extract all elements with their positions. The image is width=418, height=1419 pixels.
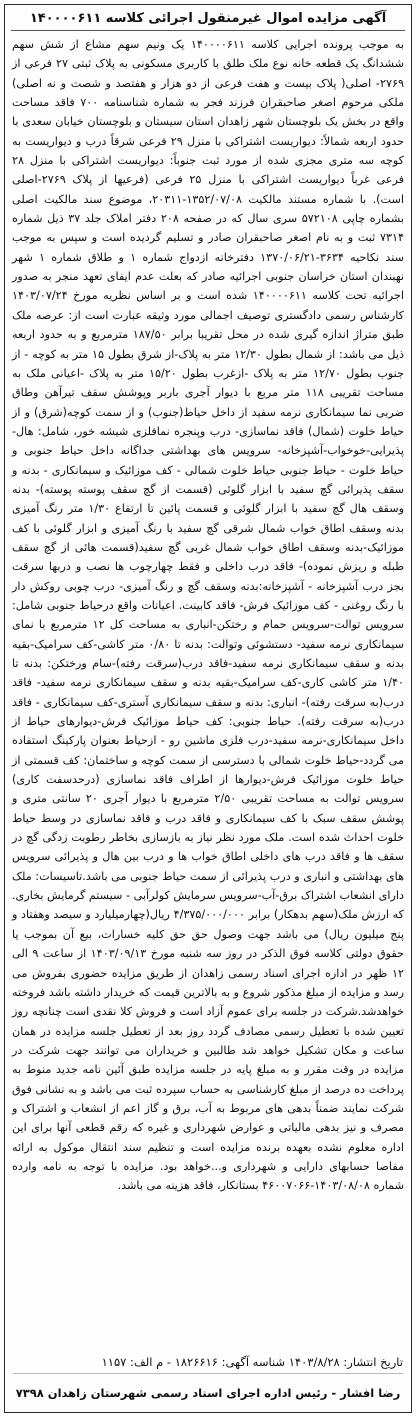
auction-notice	[4, 4, 412, 1413]
signature: رضا افشار - رئیس اداره اجرای اسناد رسمی شهرستان زاهدان ۷۳۹۸	[15, 1386, 401, 1400]
notice-title: آگهی مزایده اموال غیرمنقول اجرائی کلاسه ۱۴۰۰۰۰۶۱۱	[11, 8, 405, 31]
notice-body: به موجب پرونده اجرایی کلاسه ۱۴۰۰۰۰۶۱۱ یک ونیم سهم مشاع از شش سهم ششدانگ یک قطعه خانه نوع ملک طلق با کاربری مسکونی به پلاک ثبتی ۲۷ فرعی از ۲۷۶۹- اصلی( پلاک بیست و هفت فرعی از دو هزار و هفتصد و شصت و نه اصلی) ملکی مرحوم اصغر صاحبقران فرزند فجر به شماره شناسنامه ۷۰۰ فاقد مساحت واقع در بخش یک بلوچستان شهر زاهدان استان سیستان و بلوچستان خیابان سعدی با حدود اربعه شمالاً: دیواریست اشتراکی با منزل ۲۹ فرعی شرقاً درب و دیواریست به کوچه سه متری مجزی شده از مورد ثبت جنوباً: دیواریست اشتراکی با منزل ۲۸ فرعی غرباً دیواریست اشتراکی با منزل ۲۵ فرعی (فرعیها از پلاک ۲۷۶۹-اصلی است). با شماره مستند مالکیت ۱۳۵۲/۰۷/۰۸-۲۰۳۱۱، موضوع سند مالکیت اصلی بشماره چاپی ۵۷۲۱۰۸ سری سال که در صفحه ۲۰۸ دفتر املاک جلد ۳۷ ذیل شماره ۷۳۱۴ ثبت و به نام اصغر صاحبقران صادر و تسلیم گردیده است و سپس به موجب سند نکاحیه ۳۶۳۴-۱۳۷۰/۰۶/۲۱ دفترخانه ازدواج شماره ۱ و طلاق شماره ۱ شهر نهبندان استان خراسان جنوبی اجرائیه صادر که بعلت عدم ایفای تعهد منجر به صدور اجرائیه تحت کلاسه ۱۴۰۰۰۰۶۱۱ شده است و بر اساس نظریه مورخ ۱۴۰۳/۰۷/۲۴ کارشناس رسمی دادگستری توصیف اجمالی مورد وثیقه عبارت است از: عرصه ملک طبق متراژ اندازه گیری شده در محل تقریبا برابر ۱۸۷/۵۰ مترمربع و به حدود اربعه ذیل می باشد: از شمال بطول ۱۲/۳۰ متر به پلاک-از شرق بطول ۱۵ متر به کوچه - از جنوب بطول ۱۲/۷۰ متر به پلاک -ازغرب بطول ۱۵/۲۰ متر به پلاک -اعیانی ملک به مساحت تقریبی ۱۱۸ متر مربع با دیوار آجری باربر وپوشش سقف تیرآهن وطاق ضربی نما سیمانکاری نرمه سفید از داخل حیاط(جنوب) و از سمت کوچه(شرق) و از حیاط خلوت (شمال) فاقد نماسازی- درب وپنجره نمافلزی شیشه خور، شامل: هال-پذیرایی-خوخواب-آشپزخانه- سرویس های بهداشتی جداگانه داخل حیاط جنوبی و حیاط خلوت - حیاط جنوبی حیاط خلوت شمالی - کف موزائیک و سیمانکاری - بدنه و سقف پذیرائی گچ سفید با ابزار گلوئی (قسمت از گچ سقف پوسته پوسته)- بدنه وسقف هال گچ سفید با ابزار گلوئی و قسمت پائین تا ارتفاع ۱/۳۰ متر رنگ آمیزی بدنه وسقف اطاق خواب شمال شرقی گچ سفید با رنگ آمیزی و ابزار گلوئی با کف موزائیک-بدنه وسقف اطاق خواب شمال غربی گچ سفید(قسمت هائی از گچ سقف طبله و ریزش نموده)- فاقد درب داخلی و فقط چهارچوب ها نصب و دربها سرقت بجز درب آشپزخانه - آشپزخانه:بدنه وسقف گچ و رنگ آمیزی- درب چوبی روکش دار با رنگ روغنی - کف موزائیک فرش- فاقد کابینت. اعیانات واقع درحیاط جنوبی شامل: سرویس توالت-سرویس حمام و رختکن-انباری به مساحت کل ۱۲ مترمربع با نمای سیمانکاری نرمه سفید- دستشوئی وتوالت: بدنه تا ۰/۸۰ متر کاشی-کف سرامیک-بقیه بدنه و سقف سیمانکاری نرمه سفید-فاقد درب(سرقت رفته)-سام ورختکن: بدنه تا ۱/۴۰ متر کاشی کاری-کف سرامیک-بقیه بدنه و سقف سیمانکاری نرمه سفید- فاقد درب(به سرقت رفته)- انباری: بدنه و سقف سیمانکاری آستری-کف سیمانکاری - فاقد درب(به سرقت رفته). حیاط جنوبی: کف حیاط موزائیک فرش-دیوارهای حیاط از داخل سیمانکاری-نرمه سفید-درب فلزی ماشین رو - ازحیاط بعنوان پارکینگ استفاده می گردد-حیاط خلوت شمالی با دسترسی از سمت کوچه و ساختمان: کف قسمتی از حیاط خلوت موزائیک فرش-دیوارها از اطراف فاقد نماسازی (درحدسفت کاری) سرویس توالت به مساحت تقریبی ۲/۵۰ مترمربع با دیوار آجری ۲۰ سانتی متری و پوشش سقف سبک با کف سیمانکاری و فاقد درب و فاقد نماسازی در وسط حیاط خلوت احداث شده است. ملک مورد نظر نیاز به بازسازی بخاطر رطوبت زدگی گچ در سقف ها و فاقد درب های داخلی اطاق خواب ها و درب بین هال و پذیرائی سرویس های بهداشتی و انباری و درب پذیرائی از سمت حیاط جنوبی می باشد.تاسیسات: ملک دارای انشعاب اشتراک برق-آب-سرویس سرمایش کولرآبی - سیستم گرمایش بخاری. که ارزش ملک(سهم بدهکار) برابر ۴/۳۷۵/۰۰۰/۰۰۰ ریال(چهارمیلیارد و سیصد وهفتاد و پنج میلیون ریال) می باشد جهت وصول حق حق کلیه خسارات، بیع آن بموجب یا حقوق دولتی کلاسه فوق الذکر در روز سه شنبه مورخ ۱۴۰۳/۰۹/۱۳ از ساعت ۹ الی ۱۲ ظهر در اداره اجرای اسناد رسمی زاهدان از طریق مزایده حضوری بفروش می رسد و مزایده از مبلغ مذکور شروع و به بالاترین قیمت که خریدار داشته باشد فروخته خواهدشد.شرکت در جلسه برای عموم آزاد است و فروش کلا نقدی است چنانچه روز تعیین شده با تعطیل رسمی مصادف گردد روز بعد از تعطیل جلسه مزایده در همان ساعت و مکان تشکیل خواهد شد طالبین و خریداران می توانند جهت شرکت در مزایده در وقت مقرر و به مبلغ پایه در جلسه مزایده طبق آئین نامه جدید منوط به پرداخت ده درصد از مبلغ کارشناسی به حساب سپرده ثبت می باشد و به نشانی فوق شرکت نمایند ضمناً بدهی های مربوط به آب، برق و گاز اعم از انشعاب و اشتراک و مصرف و نیز بدهی مالیاتی و عوارض شهرداری و غیره که رقم قطعی آنها برای این اداره معلوم نشده بعهده برنده مزایده است و تنظیم سند انتقال موکول به ارائه مفاصا حسابهای دارایی و شهرداری و...خواهد بود. مزایده با توجه به نامه وارده شماره ۱۴۰۳/۰۸/۰۸-۴۶۰۰۷۰۶۶ بستانکار، فاقد هزینه می باشد.	[12, 38, 405, 1193]
notice-footer	[5, 1351, 411, 1412]
publication-info: تاریخ انتشار: ۱۴۰۳/۸/۲۸ شناسه آگهی: ۱۸۲۶۶۱۶ - م الف: ۱۱۵۷	[13, 1351, 403, 1374]
